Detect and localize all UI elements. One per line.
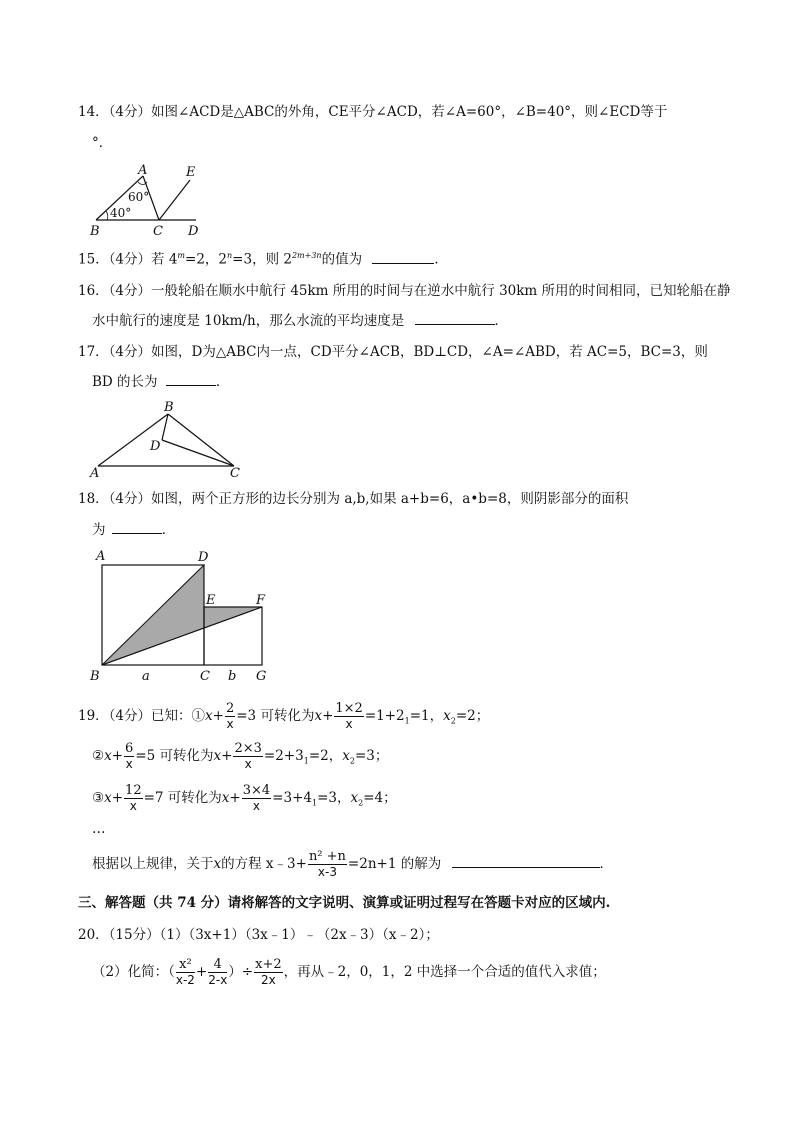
q19-l1-den2: x	[345, 717, 353, 731]
q18-label-side-b: b	[228, 669, 237, 684]
q19-rule-frac	[308, 849, 347, 880]
q19-rule-mid: 的方程	[221, 856, 262, 872]
q17-text1: 如图，D为△ABC内一点，CD平分∠ACB，BD⊥CD，∠A=∠ABD，若 AC=5，BC=3，则	[151, 344, 708, 360]
q19-l3-eq: =7 可转化为	[143, 790, 222, 806]
q19-l3-x2: x	[350, 790, 359, 806]
q19-l1-r1: =1，	[409, 708, 444, 724]
q19-l1-frac	[225, 701, 235, 732]
q17-answer-blank[interactable]	[166, 373, 216, 386]
q18-label-a: A	[96, 549, 106, 564]
q20-frac2-num: 4	[208, 957, 227, 973]
q18-answer-blank[interactable]	[112, 521, 162, 534]
q19-l2-frac	[124, 741, 134, 772]
q16-end: ．	[494, 313, 508, 329]
q17-label-b: B	[164, 400, 174, 415]
q16-number: 16．	[78, 283, 109, 299]
q17-line1	[78, 343, 708, 361]
q20-line2	[92, 952, 606, 992]
q19-number: 19．	[78, 708, 109, 724]
q16-score: （4分）	[108, 283, 152, 299]
q19-l1-plus: +	[212, 708, 224, 724]
q20-frac2-den: 2-x	[208, 973, 228, 987]
q19-l3-mark: ③	[92, 790, 105, 806]
q19-l2-sub2: 2	[349, 756, 355, 766]
q19-score: （4分）	[108, 708, 152, 724]
q20-frac3-den: 2x	[261, 973, 276, 987]
q15-exp-m: m	[177, 251, 186, 260]
q18-label-f: F	[256, 593, 266, 608]
q14-label-b: B	[90, 224, 100, 238]
q18-end: ．	[161, 522, 176, 538]
q20-frac1-den: x-2	[175, 973, 195, 987]
q17-figure	[86, 398, 246, 480]
q14-angle-a: 60°	[128, 190, 150, 204]
q16-line2	[92, 312, 508, 330]
q19-rule-pre: 根据以上规律，关于	[92, 856, 214, 872]
q19-l3-r2: =4；	[363, 790, 397, 806]
q19-l2-num2: 2×3	[234, 741, 262, 756]
q19-line3	[92, 780, 397, 822]
q16-text2: 水中航行的速度是 10km/h，那么水流的平均速度是	[92, 313, 405, 329]
q19-l3-den: x	[129, 799, 137, 813]
q20-frac1-num: x²	[176, 957, 195, 973]
q19-rule-line	[92, 846, 613, 882]
q19-l3-den2: x	[252, 799, 260, 813]
q18-label-g: G	[256, 669, 267, 684]
q19-intro: 已知：①	[151, 708, 206, 724]
q15-number: 15．	[78, 251, 109, 268]
q17-end: ．	[215, 374, 230, 390]
q19-l1-frac2	[334, 701, 363, 732]
q19-l1-sub1: 1	[404, 716, 410, 726]
q18-label-c: C	[200, 669, 210, 684]
q19-l3-num2: 3×4	[242, 783, 271, 798]
q16-line1	[78, 282, 731, 300]
q15-text-mid1: =2，2	[185, 251, 228, 268]
q19-rule-x: x	[213, 856, 222, 872]
q20-frac3	[254, 957, 283, 988]
q19-l2-x2: x	[342, 748, 350, 764]
q20-line1	[78, 926, 439, 944]
q19-l2-frac2	[233, 741, 262, 772]
q18-line2	[92, 521, 175, 539]
q14-label-a: A	[138, 163, 148, 178]
q19-l3-x: x	[104, 790, 112, 806]
q17-label-c: C	[230, 466, 240, 480]
q20-frac3-num: x+2	[255, 957, 282, 972]
q15-answer-blank[interactable]	[372, 251, 434, 264]
q20-part1: （1）（3x+1）（3x﹣1）﹣（2x﹣3）（x﹣2）；	[159, 927, 439, 943]
q19-l2-num: 6	[125, 741, 134, 756]
q18-figure	[88, 546, 278, 686]
q17-text2: BD 的长为	[92, 374, 158, 390]
q19-l1-eq: =3 可转化为	[236, 708, 315, 724]
q14-line1	[78, 103, 667, 121]
q18-score: （4分）	[108, 491, 152, 507]
q14-figure	[86, 160, 206, 238]
q19-l3-res: =3+4	[272, 790, 312, 806]
q17-line2	[92, 373, 229, 391]
q14-score: （4分）	[108, 104, 152, 120]
q17-number: 17．	[78, 344, 109, 360]
q18-label-d: D	[198, 550, 209, 565]
q19-rule-lhs: x﹣3+	[265, 856, 307, 872]
q19-l3-sub2: 2	[358, 798, 364, 808]
q20-part2-pre: （2）化简：（	[92, 964, 175, 980]
q19-l2-sub1: 1	[303, 756, 309, 766]
q17-label-a: A	[90, 466, 100, 480]
q18-text2: 为	[92, 522, 106, 538]
q14-label-d: D	[188, 224, 199, 238]
q15-score: （4分）	[108, 251, 152, 268]
q19-l3-frac	[124, 783, 143, 814]
q19-ellipsis: …	[92, 821, 106, 837]
q15-line	[78, 247, 448, 269]
q19-l2-den2: x	[244, 757, 252, 771]
q19-l2-plus-repeat: +	[221, 748, 233, 764]
q15-text-pre: 若 4	[151, 251, 178, 268]
q19-l3-r1: =3，	[317, 790, 351, 806]
q19-l3-x-repeat: x	[221, 790, 230, 806]
q20-frac2	[208, 957, 227, 988]
q19-l2-eq: =5 可转化为	[135, 748, 214, 764]
q19-l3-plus-repeat: +	[229, 790, 241, 806]
q19-l1-x: x	[205, 708, 213, 724]
q18-line1	[78, 490, 628, 508]
q19-l2-plus: +	[111, 748, 124, 764]
q19-l2-x: x	[104, 748, 112, 764]
q14-label-c: C	[153, 224, 163, 238]
q16-text1: 一般轮船在顺水中航行 45km 所用的时间与在逆水中航行 30km 所用的时间相同，已知轮船在静	[151, 283, 731, 299]
q19-l2-mark: ②	[92, 748, 105, 764]
q19-rule-num: n² +n	[308, 849, 346, 864]
q19-l3-num: 12	[125, 783, 142, 798]
q14-number: 14．	[78, 104, 109, 120]
q19-line1	[78, 698, 489, 740]
q18-label-b: B	[90, 669, 100, 684]
q19-l1-plus-repeat: +	[322, 708, 334, 724]
q19-l2-x-repeat: x	[213, 748, 222, 764]
q19-l3-frac2	[242, 783, 271, 814]
q19-l3-plus: +	[111, 790, 124, 806]
q15-exp-2m3n: 2m+3n	[291, 251, 322, 260]
q19-answer-blank[interactable]	[452, 855, 600, 868]
q20-close: ）÷	[228, 964, 254, 980]
q19-l1-res: =1+2	[364, 708, 405, 724]
q19-l1-x2: x	[443, 708, 451, 724]
q19-line2	[92, 738, 388, 780]
q19-l1-den: x	[226, 717, 234, 731]
q19-rule-rhs: =2n+1 的解为	[347, 856, 442, 872]
q14-angle-b: 40°	[110, 206, 132, 220]
q18-label-e: E	[206, 593, 216, 608]
q19-l1-x-repeat: x	[314, 708, 323, 724]
q17-score: （4分）	[108, 344, 152, 360]
q18-label-side-a: a	[142, 669, 150, 684]
q20-frac1	[176, 957, 195, 988]
q19-l1-num: 2	[225, 701, 235, 716]
q19-l3-sub1: 1	[311, 798, 318, 808]
q15-exp-n: n	[227, 251, 233, 260]
q14-line2	[92, 134, 112, 152]
q16-answer-blank[interactable]	[415, 312, 495, 325]
q15-end: ．	[434, 251, 448, 268]
q18-number: 18．	[78, 491, 109, 507]
section3-title: 三、解答题（共 74 分）请将解答的文字说明、演算或证明过程写在答题卡对应的区域内.	[78, 895, 611, 911]
q15-text-mid2: =3，则 2	[232, 251, 292, 268]
q19-l2-r2: =3；	[354, 748, 389, 764]
q14-text: 如图∠ACD是△ABC的外角，CE平分∠ACD，若∠A=60°，∠B=40°，则∠ECD等于	[151, 104, 668, 120]
q20-plus: +	[195, 964, 208, 980]
q20-score: （15分）	[108, 927, 160, 943]
q19-l2-r1: =2，	[308, 748, 343, 764]
q19-l1-num2: 1×2	[335, 701, 363, 716]
q20-part2-post: ，再从﹣2，0，1，2 中选择一个合适的值代入求值；	[283, 964, 606, 980]
q14-degree-suffix: °．	[92, 135, 113, 151]
q20-number: 20．	[78, 927, 109, 943]
q19-l2-res: =2+3	[263, 748, 304, 764]
q14-label-e: E	[186, 165, 196, 180]
q19-l1-sub2: 2	[450, 716, 456, 726]
q19-l1-r2: =2；	[455, 708, 490, 724]
q18-text1: 如图，两个正方形的边长分别为 a,b,如果 a+b=6，a•b=8，则阴影部分的面积	[151, 491, 629, 507]
q19-l2-den: x	[125, 757, 133, 771]
q17-label-d: D	[150, 439, 161, 454]
q15-text-post: 的值为	[321, 251, 363, 268]
q19-end: ．	[599, 856, 614, 872]
q19-rule-den: x-3	[317, 865, 337, 879]
